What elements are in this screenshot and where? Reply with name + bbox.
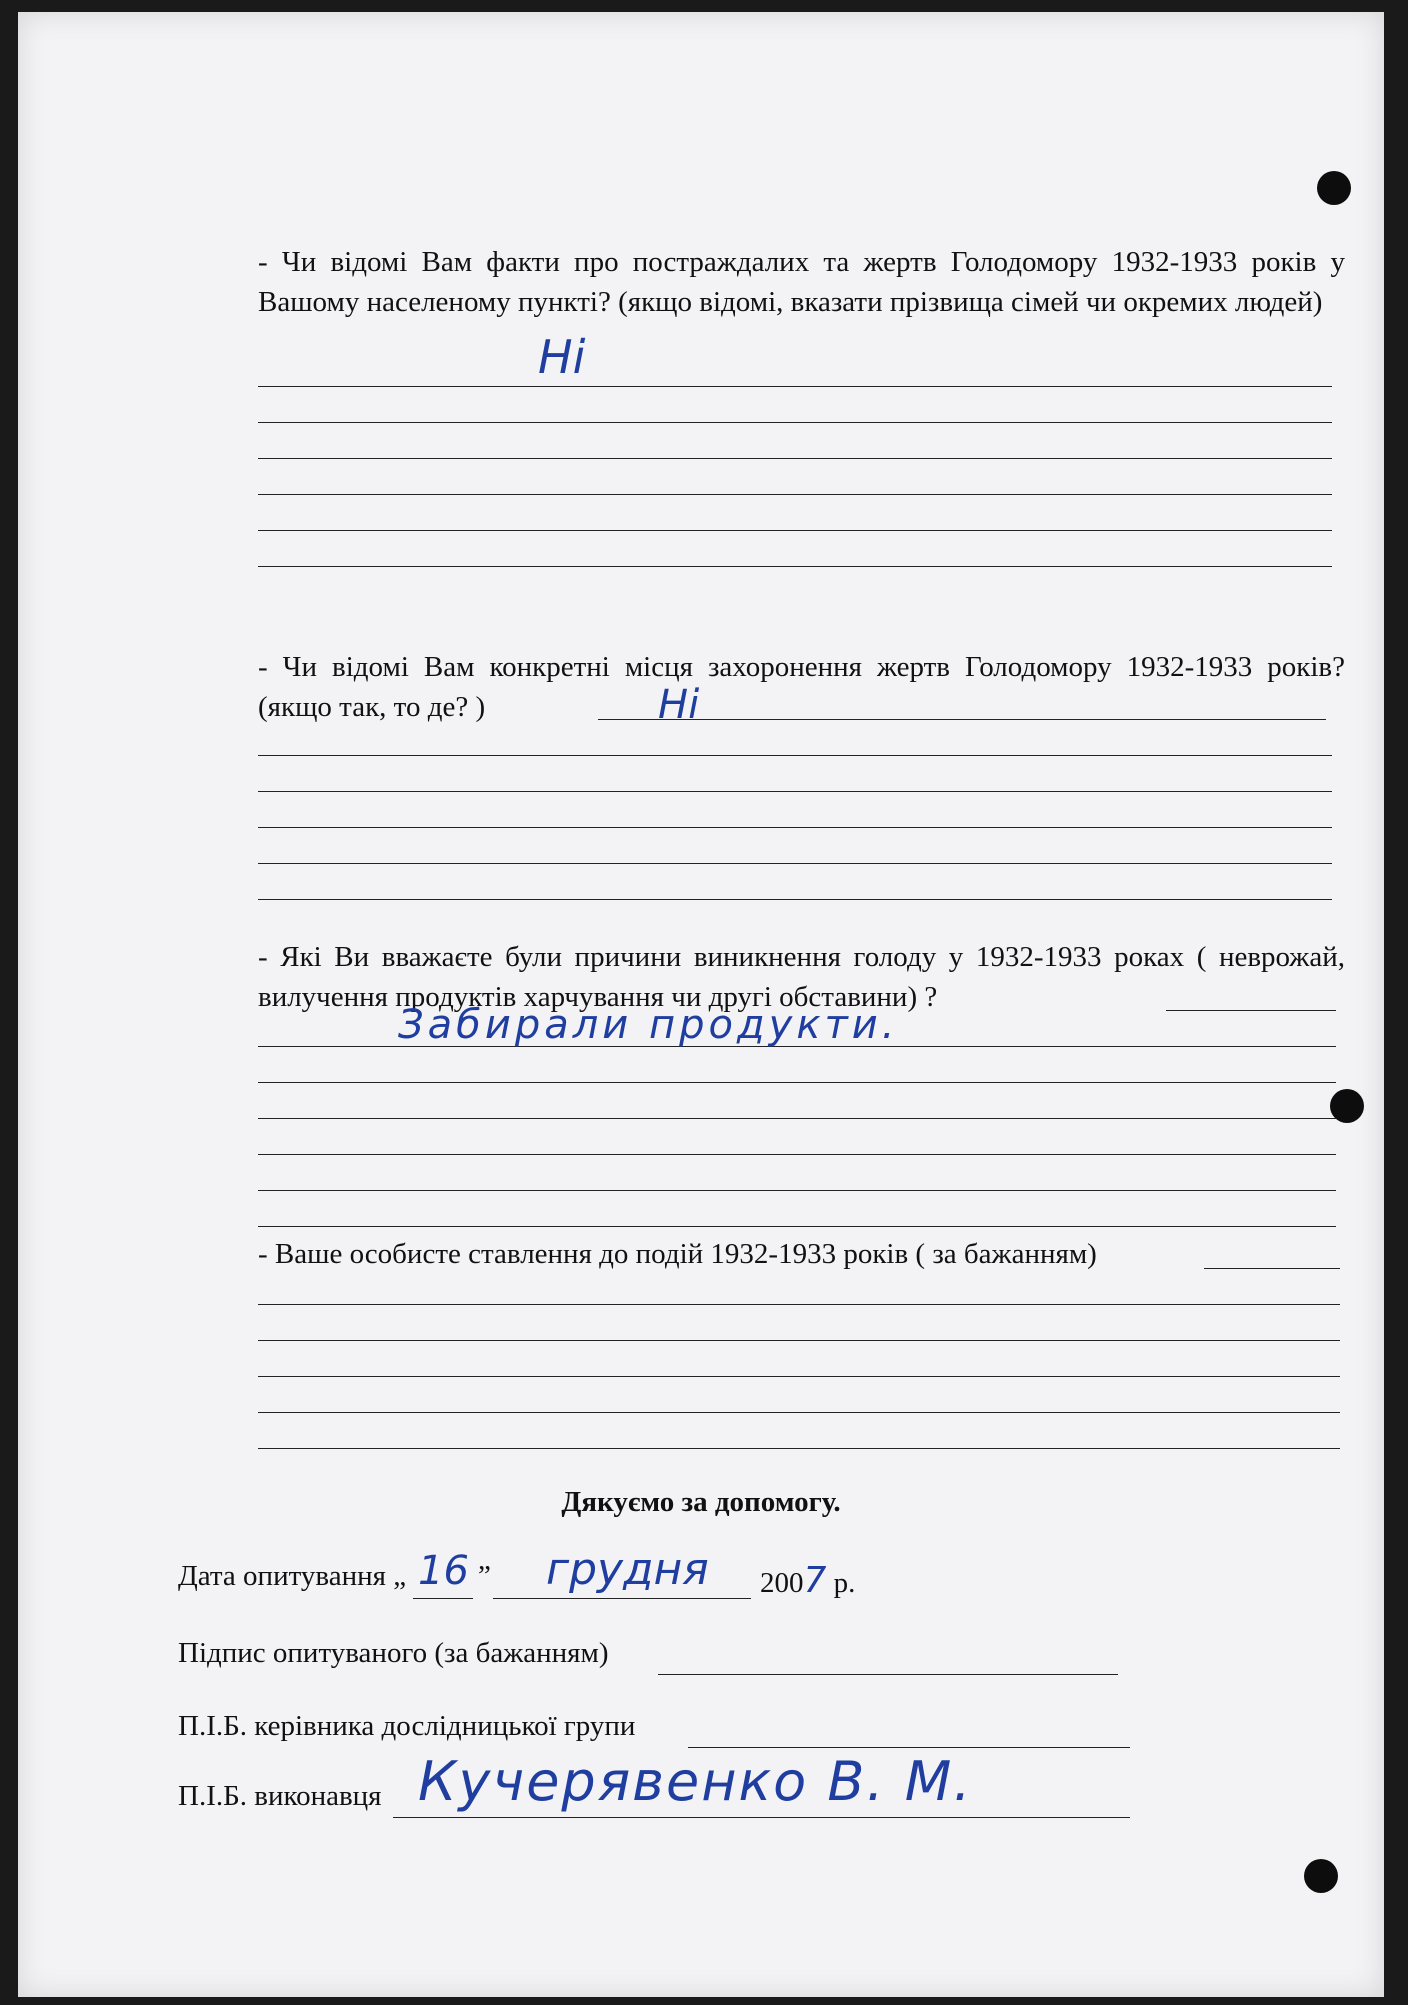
answer-line[interactable] xyxy=(258,1154,1336,1155)
signature-line[interactable] xyxy=(658,1674,1118,1675)
answer-line[interactable] xyxy=(258,458,1332,459)
question-1-answer: Ні xyxy=(538,330,586,384)
answer-line[interactable] xyxy=(258,1448,1340,1449)
answer-line[interactable] xyxy=(258,1340,1340,1341)
date-day-line[interactable] xyxy=(413,1598,473,1599)
question-3-answer: Забирали продукти. xyxy=(398,1002,899,1048)
question-1-text: - Чи відомі Вам факти про постраждалих та жертв Голодомору 1932-1933 років у Вашому населеному пункті? (якщо відомі, вказати прізвища сімей чи окремих людей) xyxy=(258,246,1345,318)
date-quote: ” xyxy=(478,1560,491,1592)
answer-line[interactable] xyxy=(598,719,1326,720)
date-day: 16 xyxy=(418,1548,469,1594)
date-month-line[interactable] xyxy=(493,1598,751,1599)
answer-line[interactable] xyxy=(1166,1010,1336,1011)
signature-label: Підпис опитуваного (за бажанням) xyxy=(178,1637,609,1669)
thanks-heading: Дякуємо за допомогу. xyxy=(561,1486,841,1518)
answer-line[interactable] xyxy=(258,791,1332,792)
executor-name: Кучерявенко В. М. xyxy=(418,1750,973,1813)
question-2-answer: Ні xyxy=(658,682,700,728)
punch-hole xyxy=(1304,1859,1338,1893)
punch-hole xyxy=(1317,171,1351,205)
answer-line[interactable] xyxy=(258,827,1332,828)
answer-line[interactable] xyxy=(258,386,1332,387)
leader-line[interactable] xyxy=(688,1747,1130,1748)
date-month: грудня xyxy=(546,1544,709,1595)
answer-line[interactable] xyxy=(258,1376,1340,1377)
answer-line[interactable] xyxy=(258,1412,1340,1413)
answer-line[interactable] xyxy=(258,1082,1336,1083)
answer-line[interactable] xyxy=(1204,1268,1340,1269)
answer-line[interactable] xyxy=(258,1190,1336,1191)
answer-line[interactable] xyxy=(258,863,1332,864)
question-4-text: - Ваше особисте ставлення до подій 1932-1933 років ( за бажанням) xyxy=(258,1238,1097,1270)
answer-line[interactable] xyxy=(258,1226,1336,1227)
answer-line[interactable] xyxy=(258,530,1332,531)
answer-line[interactable] xyxy=(258,899,1332,900)
answer-line[interactable] xyxy=(258,494,1332,495)
answer-line[interactable] xyxy=(258,422,1332,423)
date-year-digit: 7 xyxy=(803,1560,827,1601)
answer-line[interactable] xyxy=(258,755,1332,756)
questionnaire-page xyxy=(18,12,1384,1997)
question-2-text: - Чи відомі Вам конкретні місця захоронення жертв Голодомору 1932-1933 років? (якщо так, то де? ) xyxy=(258,651,1345,723)
answer-line[interactable] xyxy=(258,1118,1336,1119)
executor-label: П.І.Б. виконавця xyxy=(178,1780,382,1812)
answer-line[interactable] xyxy=(258,566,1332,567)
answer-line[interactable] xyxy=(258,1304,1340,1305)
date-year: 2007 р. xyxy=(760,1560,856,1601)
question-3-text: - Які Ви вважаєте були причини виникнення голоду у 1932-1933 роках ( неврожай, вилучення продуктів харчування чи другі обставини) ? xyxy=(258,941,1345,1013)
executor-line[interactable] xyxy=(393,1817,1130,1818)
leader-label: П.І.Б. керівника дослідницької групи xyxy=(178,1710,636,1742)
date-label: Дата опитування „ xyxy=(178,1560,407,1592)
